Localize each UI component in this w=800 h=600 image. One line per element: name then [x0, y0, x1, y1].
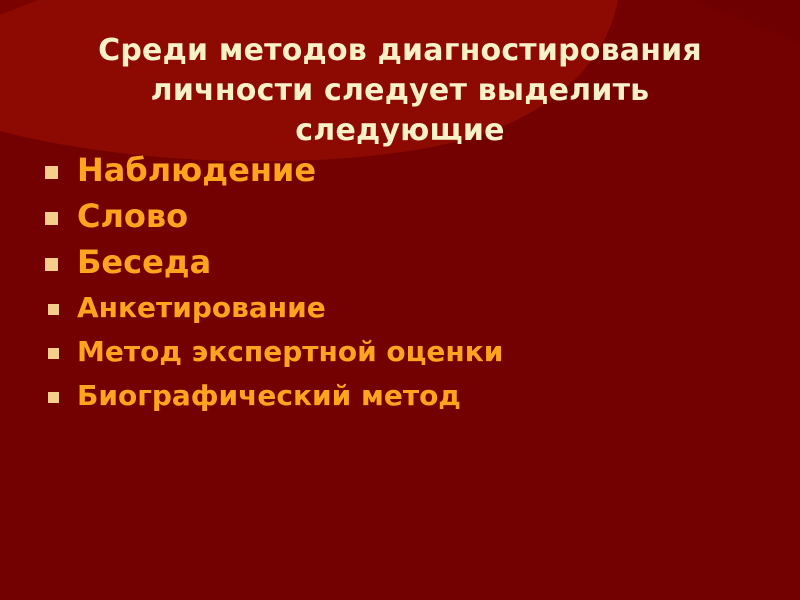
list-item [45, 239, 785, 285]
list-item [45, 147, 785, 193]
slide-title: Среди методов диагностирования личности следует выделить следующие [98, 33, 702, 149]
bullet-square-icon [45, 258, 58, 271]
list-item [45, 329, 785, 373]
bullet-square-icon [45, 166, 58, 179]
bullet-label: Анкетирование [77, 290, 326, 324]
bullet-label: Беседа [77, 243, 212, 281]
bullet-square-icon [48, 304, 59, 315]
bullet-square-icon [48, 348, 59, 359]
bullet-label: Биографический метод [77, 378, 461, 412]
bullet-list [45, 147, 785, 417]
list-item [45, 193, 785, 239]
list-item [45, 285, 785, 329]
bullet-label: Слово [77, 197, 189, 235]
list-item [45, 373, 785, 417]
bullet-square-icon [48, 392, 59, 403]
bullet-label: Наблюдение [77, 151, 317, 189]
bullet-label: Метод экспертной оценки [77, 334, 504, 368]
bullet-square-icon [45, 212, 58, 225]
